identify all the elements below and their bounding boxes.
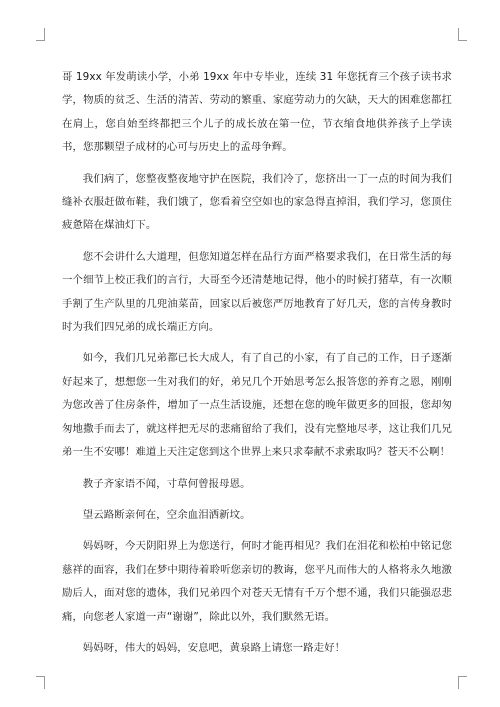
paragraph-3: 您不会讲什么大道理，但您知道怎样在品行方面严格要求我们，在日常生活的每一个细节上校正我们的言行，大哥至今还清楚地记得，他小的时候打猪草，有一次顺手割了生产队里的几兜油菜苗，回家以后被您严厉地教育了好几天，您的言传身教时时为我们四兄弟的成长端正方向。 — [62, 250, 452, 334]
paragraph-1: 哥 19xx 年发萌读小学，小弟 19xx 年中专毕业，连续 31 年您抚育三个孩子读书求学，物质的贫乏、生活的清苦、劳动的繁重、家庭劳动力的欠缺，天大的困难您都扛在肩上，您自始至终都把三个儿子的成长放在第一位，节衣缩食地供养孩子上学读书，您那颗望子成材的心可与历史上的孟母争辉。 — [62, 71, 452, 154]
paragraph-6: 妈妈呀，伟大的妈妈，安息吧，黄泉路上请您一路走好！ — [82, 641, 346, 654]
crop-mark-top-left — [36, 28, 45, 41]
crop-mark-bottom-right — [458, 676, 467, 689]
crop-mark-bottom-left — [36, 676, 45, 689]
document-body — [62, 66, 452, 668]
crop-mark-top-right — [458, 28, 467, 41]
paragraph-4: 如今，我们几兄弟都已长大成人，有了自己的小家，有了自己的工作，日子逐渐好起来了，想想您一生对我们的好，弟兄几个开始思考怎么报答您的养育之恩，刚刚为您改善了住房条件，增加了一点生活设施，还想在您的晚年做更多的回报，您却匆匆地撒手而去了，就这样把无尽的悲痛留给了我们，没有完整地尽孝，这让我们几兄弟一生不安哪！难道上天注定您到这个世界上来只求奉献不求索取吗？苍天不公啊！ — [62, 352, 452, 459]
paragraph-5: 妈妈呀，今天阴阳界上为您送行，何时才能再相见？我们在泪花和松柏中铭记您慈祥的面容，我们在梦中期待着聆听您亲切的教诲，您平凡而伟大的人格将永久地激励后人，面对您的遗体，我们兄弟四个对苍天无情有千万个想不通，我们只能强忍悲痛，向您老人家道一声“谢谢”，除此以外，我们默然无语。 — [62, 540, 452, 623]
paragraph-2: 我们病了，您整夜整夜地守护在医院，我们冷了，您挤出一丁一点的时间为我们缝补衣服赶做布鞋，我们饿了，您看着空空如也的家急得直掉泪，我们学习，您顶住疲惫陪在煤油灯下。 — [62, 172, 452, 232]
poem-line-2: 望云路断亲何在，空余血泪洒新坟。 — [82, 508, 251, 521]
poem-line-1: 教子齐家语不闻，寸草何曾报母恩。 — [82, 477, 251, 490]
